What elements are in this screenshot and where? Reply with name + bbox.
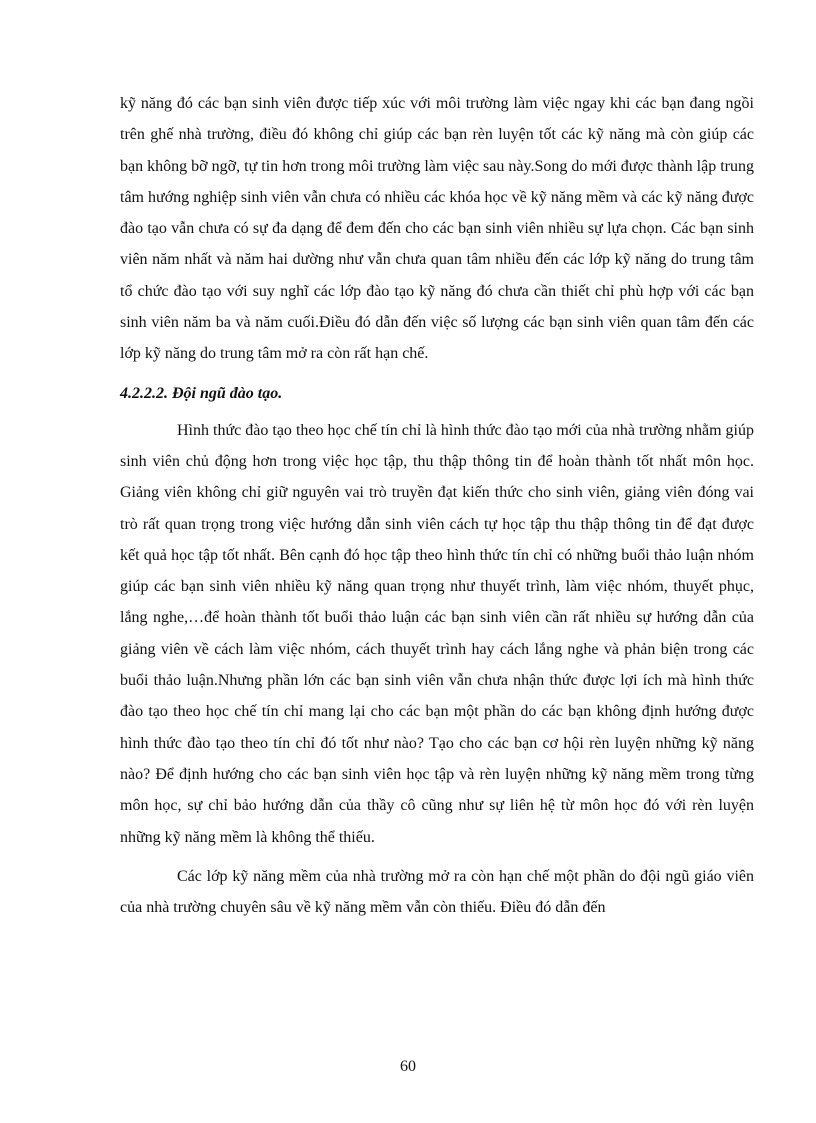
paragraph-skills-center: kỹ năng đó các bạn sinh viên được tiếp xúc với môi trường làm việc ngay khi các bạn đang ngồi trên ghế nhà trường, điều đó không chỉ giúp các bạn rèn luyện tốt các kỹ năng mà còn giúp các bạn không bỡ ngỡ, tự tin hơn trong môi trường làm việc sau này.Song do mới được thành lập trung tâm hướng nghiệp sinh viên vẫn chưa có nhiều các khóa học về kỹ năng mềm và các kỹ năng được đào tạo vẫn chưa có sự đa dạng để đem đến cho các bạn sinh viên nhiều sự lựa chọn. Các bạn sinh viên năm nhất và năm hai dường như vẫn chưa quan tâm nhiều đến các lớp kỹ năng do trung tâm tổ chức đào tạo với suy nghĩ các lớp đào tạo kỹ năng đó chưa cần thiết chỉ phù hợp với các bạn sinh viên năm ba và năm cuối.Điều đó dẫn đến việc số lượng các bạn sinh viên quan tâm đến các lớp kỹ năng do trung tâm mở ra còn rất hạn chế.	[120, 95, 754, 363]
paragraph-training-staff: Hình thức đào tạo theo học chế tín chỉ là hình thức đào tạo mới của nhà trường nhằm giúp sinh viên chủ động hơn trong việc học tập, thu thập thông tin để hoàn thành tốt nhất môn học. Giảng viên không chỉ giữ nguyên vai trò truyền đạt kiến thức cho sinh viên, giảng viên đóng vai trò rất quan trọng trong việc hướng dẫn sinh viên cách tự học tập thu thập thông tin để đạt được kết quả học tập tốt nhất. Bên cạnh đó học tập theo hình thức tín chỉ có những buổi thảo luận nhóm giúp các bạn sinh viên nhiều kỹ năng quan trọng như thuyết trình, làm việc nhóm, thuyết phục, lắng nghe,…để hoàn thành tốt buổi thảo luận các bạn sinh viên cần rất nhiều sự hướng dẫn của giảng viên về cách làm việc nhóm, cách thuyết trình hay cách lắng nghe và phản biện trong các buổi thảo luận.Nhưng phần lớn các bạn sinh viên vẫn chưa nhận thức được lợi ích mà hình thức đào tạo theo học chế tín chỉ mang lại cho các bạn một phần do các bạn không định hướng được hình thức đào tạo theo tín chỉ đó tốt như nào? Tạo cho các bạn cơ hội rèn luyện những kỹ năng nào? Để định hướng cho các bạn sinh viên học tập và rèn luyện những kỹ năng mềm trong từng môn học, sự chỉ bảo hướng dẫn của thầy cô cũng như sự liên hệ từ môn học đó với rèn luyện những kỹ năng mềm là không thể thiếu.	[120, 421, 754, 846]
document-page	[120, 88, 754, 923]
page-number: 60	[400, 1058, 416, 1075]
paragraph-soft-skills-classes: Các lớp kỹ năng mềm của nhà trường mở ra còn hạn chế một phần do đội ngũ giáo viên của nhà trường chuyên sâu về kỹ năng mềm vẫn còn thiếu. Điều đó dẫn đến	[120, 867, 754, 917]
section-heading: 4.2.2.2. Đội ngũ đào tạo.	[120, 384, 283, 402]
